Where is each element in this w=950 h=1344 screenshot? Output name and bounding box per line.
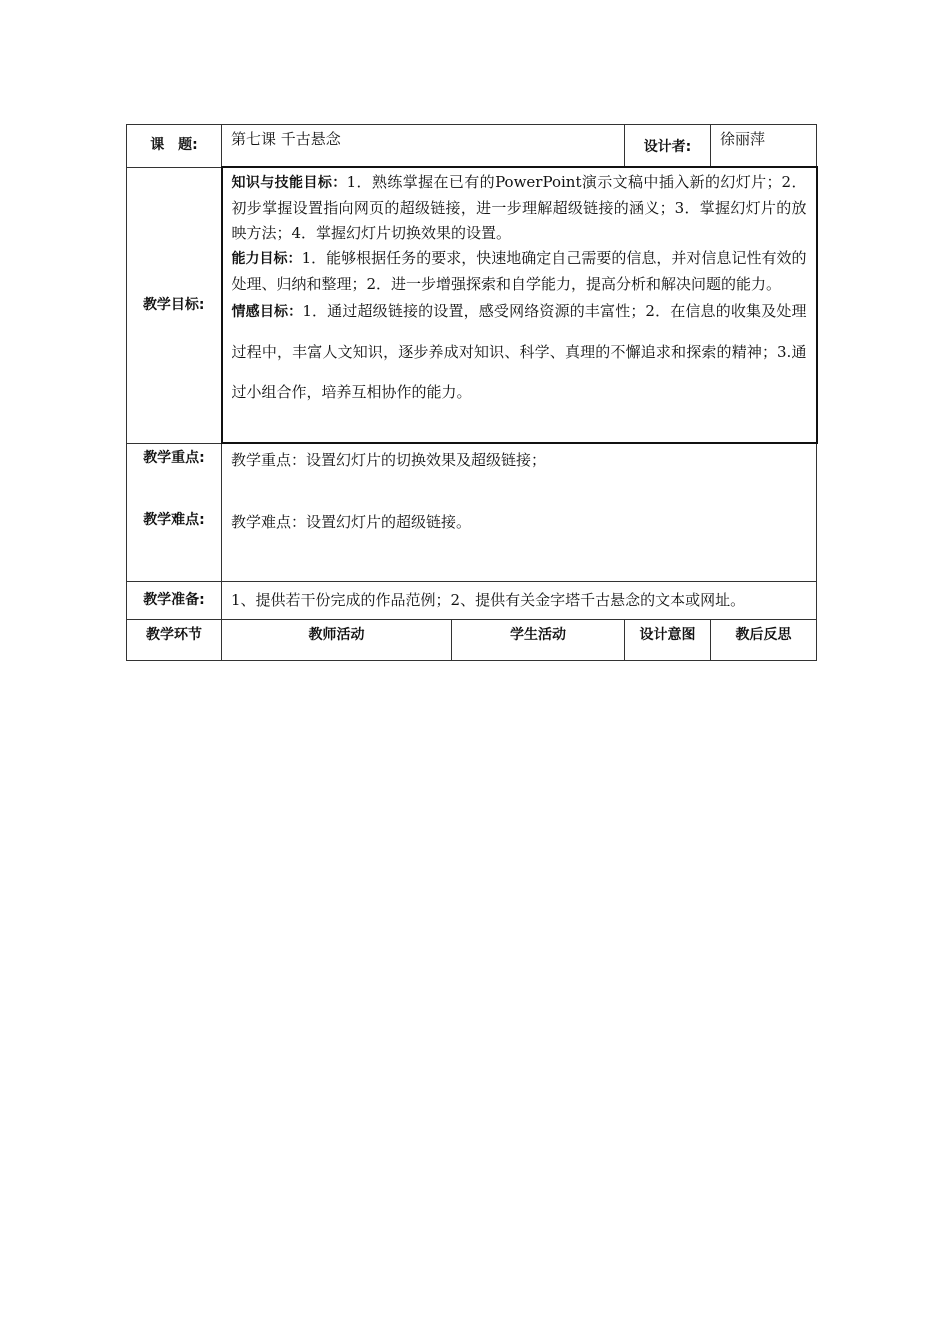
topic-label: 课 题:	[127, 125, 222, 168]
topic-row	[127, 125, 817, 168]
ability-goal-text: 1．能够根据任务的要求，快速地确定自己需要的信息，并对信息记性有效的处理、归纳和整理；2．进一步增强探索和自学能力，提高分析和解决问题的能力。	[231, 249, 807, 293]
preparation-row	[127, 582, 817, 620]
header-teacher-activity: 教师活动	[222, 620, 452, 661]
header-student-activity: 学生活动	[452, 620, 625, 661]
header-design-intent: 设计意图	[625, 620, 711, 661]
goals-row	[127, 167, 817, 443]
preparation-label: 教学准备:	[127, 582, 222, 620]
key-point-text: 教学重点：设置幻灯片的切换效果及超级链接；	[231, 451, 547, 469]
header-reflection: 教后反思	[711, 620, 817, 661]
ability-goal	[232, 246, 807, 297]
knowledge-goal-text: 1．熟练掌握在已有的PowerPoint演示文稿中插入新的幻灯片；2．初步掌握设置指向网页的超级链接，进一步理解超级链接的涵义；3．掌握幻灯片的放映方法；4．掌握幻灯片切换效果的设置。	[231, 173, 807, 242]
emotion-goal-heading: 情感目标：	[231, 304, 303, 320]
topic-value: 第七课 千古悬念	[222, 125, 625, 168]
preparation-text: 1、提供若干份完成的作品范例；2、提供有关金字塔千古悬念的文本或网址。	[222, 582, 817, 620]
header-stage: 教学环节	[127, 620, 222, 661]
designer-value: 徐丽萍	[711, 125, 817, 168]
knowledge-goal-heading: 知识与技能目标：	[231, 175, 347, 191]
process-header-row	[127, 620, 817, 661]
difficulty-label: 教学难点:	[143, 511, 205, 528]
difficulty-text: 教学难点：设置幻灯片的超级链接。	[231, 513, 472, 531]
goals-label: 教学目标:	[127, 167, 222, 443]
knowledge-goal	[232, 170, 807, 246]
goals-content	[222, 167, 817, 443]
emotion-goal	[232, 291, 807, 412]
emotion-goal-text: 1．通过超级链接的设置，感受网络资源的丰富性；2．在信息的收集及处理过程中，丰富人文知识，逐步养成对知识、科学、真理的不懈追求和探索的精神；3.通过小组合作，培养互相协作的能力。	[231, 302, 807, 401]
key-points-labels	[127, 443, 222, 582]
ability-goal-heading: 能力目标：	[231, 251, 302, 267]
key-points-content	[222, 443, 817, 582]
lesson-plan-table	[126, 124, 818, 661]
designer-label: 设计者:	[625, 125, 711, 168]
key-points-row	[127, 443, 817, 582]
key-point-label: 教学重点:	[143, 449, 205, 466]
